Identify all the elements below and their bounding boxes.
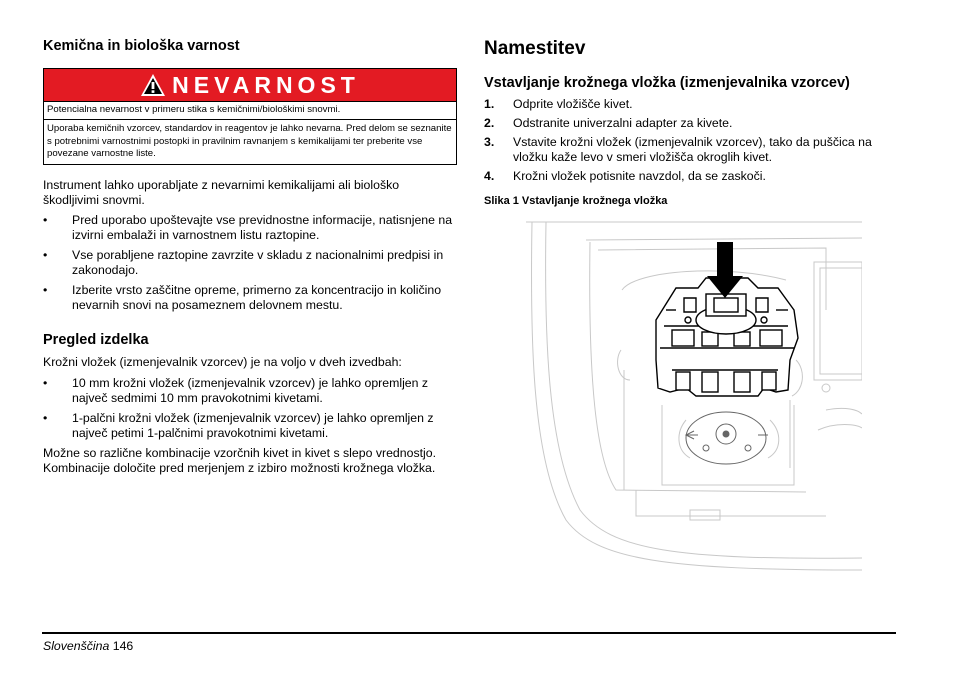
bullet-glyph: • bbox=[43, 213, 48, 228]
list-item bbox=[43, 213, 456, 243]
safety-intro: Instrument lahko uporabljate z nevarnimi kemikalijami ali biološko škodljivimi snovmi. bbox=[43, 178, 400, 208]
warning-triangle-icon bbox=[140, 73, 166, 97]
step-number: 2. bbox=[484, 116, 495, 130]
step-item bbox=[484, 97, 896, 112]
page-footer bbox=[43, 639, 133, 653]
step-item bbox=[484, 116, 896, 131]
step-text: Odprite vložišče kivet. bbox=[513, 97, 633, 111]
overview-heading: Pregled izdelka bbox=[43, 332, 149, 349]
installation-heading: Namestitev bbox=[484, 38, 586, 59]
overview-outro: Možne so različne kombinacije vzorčnih kivet in kivet s slepo vrednostjo. Kombinacije določite pred merjenjem z izbiro možnosti krožnega vložka. bbox=[43, 446, 436, 476]
list-item-text: Izberite vrsto zaščitne opreme, primerno za koncentracijo in količino nevarnih snovi na posameznem delovnem mestu. bbox=[72, 283, 442, 313]
safety-bullet-list bbox=[43, 213, 456, 313]
figure-caption: Slika 1 Vstavljanje krožnega vložka bbox=[484, 195, 668, 207]
right-column bbox=[484, 38, 896, 207]
danger-banner bbox=[44, 69, 456, 102]
safety-heading: Kemična in biološka varnost bbox=[43, 38, 240, 54]
step-text: Vstavite krožni vložek (izmenjevalnik vzorcev), tako da puščica na vložku kaže levo v smeri vložišča okroglih kivet. bbox=[513, 135, 872, 164]
danger-word: NEVARNOST bbox=[172, 71, 360, 98]
list-item bbox=[43, 248, 456, 278]
danger-notice bbox=[43, 68, 457, 165]
danger-line-2: Uporaba kemičnih vzorcev, standardov in reagentov je lahko nevarna. Pred delom se seznanite s potrebnimi varnostnimi postopki in pravilnim ravnanjem s kemikalijami ter preberite vse povezane varnostne liste. bbox=[44, 119, 456, 160]
insertion-subheading: Vstavljanje krožnega vložka (izmenjevalnika vzorcev) bbox=[484, 75, 850, 91]
bullet-glyph: • bbox=[43, 248, 48, 263]
list-item-text: 10 mm krožni vložek (izmenjevalnik vzorcev) je lahko opremljen z največ sedmimi 10 mm pravokotnimi kivetami. bbox=[72, 376, 429, 406]
danger-body bbox=[44, 102, 456, 164]
left-column bbox=[43, 38, 456, 476]
step-text: Odstranite univerzalni adapter za kivete. bbox=[513, 116, 733, 130]
list-item-text: 1-palčni krožni vložek (izmenjevalnik vzorcev) je lahko opremljen z največ petimi 1-palčnimi pravokotnimi kivetami. bbox=[72, 411, 434, 441]
bullet-glyph: • bbox=[43, 376, 48, 391]
list-item bbox=[43, 376, 456, 406]
step-item bbox=[484, 169, 896, 184]
list-item-text: Pred uporabo upoštevajte vse previdnostne informacije, natisnjene na izvirni embalaži in varnostnem listu raztopine. bbox=[72, 213, 453, 243]
footer-language: Slovenščina bbox=[43, 639, 110, 653]
step-number: 1. bbox=[484, 97, 495, 111]
carousel-insertion-illustration bbox=[526, 220, 862, 572]
list-item bbox=[43, 411, 456, 441]
footer-rule bbox=[42, 632, 896, 634]
steps-list bbox=[484, 97, 896, 184]
list-item-text: Vse porabljene raztopine zavrzite v skladu z nacionalnimi predpisi in zakonodajo. bbox=[72, 248, 444, 278]
overview-bullet-list bbox=[43, 376, 456, 441]
danger-line-1: Potencialna nevarnost v primeru stika s kemičnimi/biološkimi snovmi. bbox=[47, 104, 341, 115]
bullet-glyph: • bbox=[43, 411, 48, 426]
overview-intro: Krožni vložek (izmenjevalnik vzorcev) je na voljo v dveh izvedbah: bbox=[43, 355, 402, 370]
step-number: 4. bbox=[484, 169, 495, 183]
step-number: 3. bbox=[484, 135, 495, 149]
step-item bbox=[484, 135, 896, 165]
step-text: Krožni vložek potisnite navzdol, da se zaskoči. bbox=[513, 169, 766, 183]
page-number: 146 bbox=[112, 639, 134, 653]
bullet-glyph: • bbox=[43, 283, 48, 298]
list-item bbox=[43, 283, 456, 313]
